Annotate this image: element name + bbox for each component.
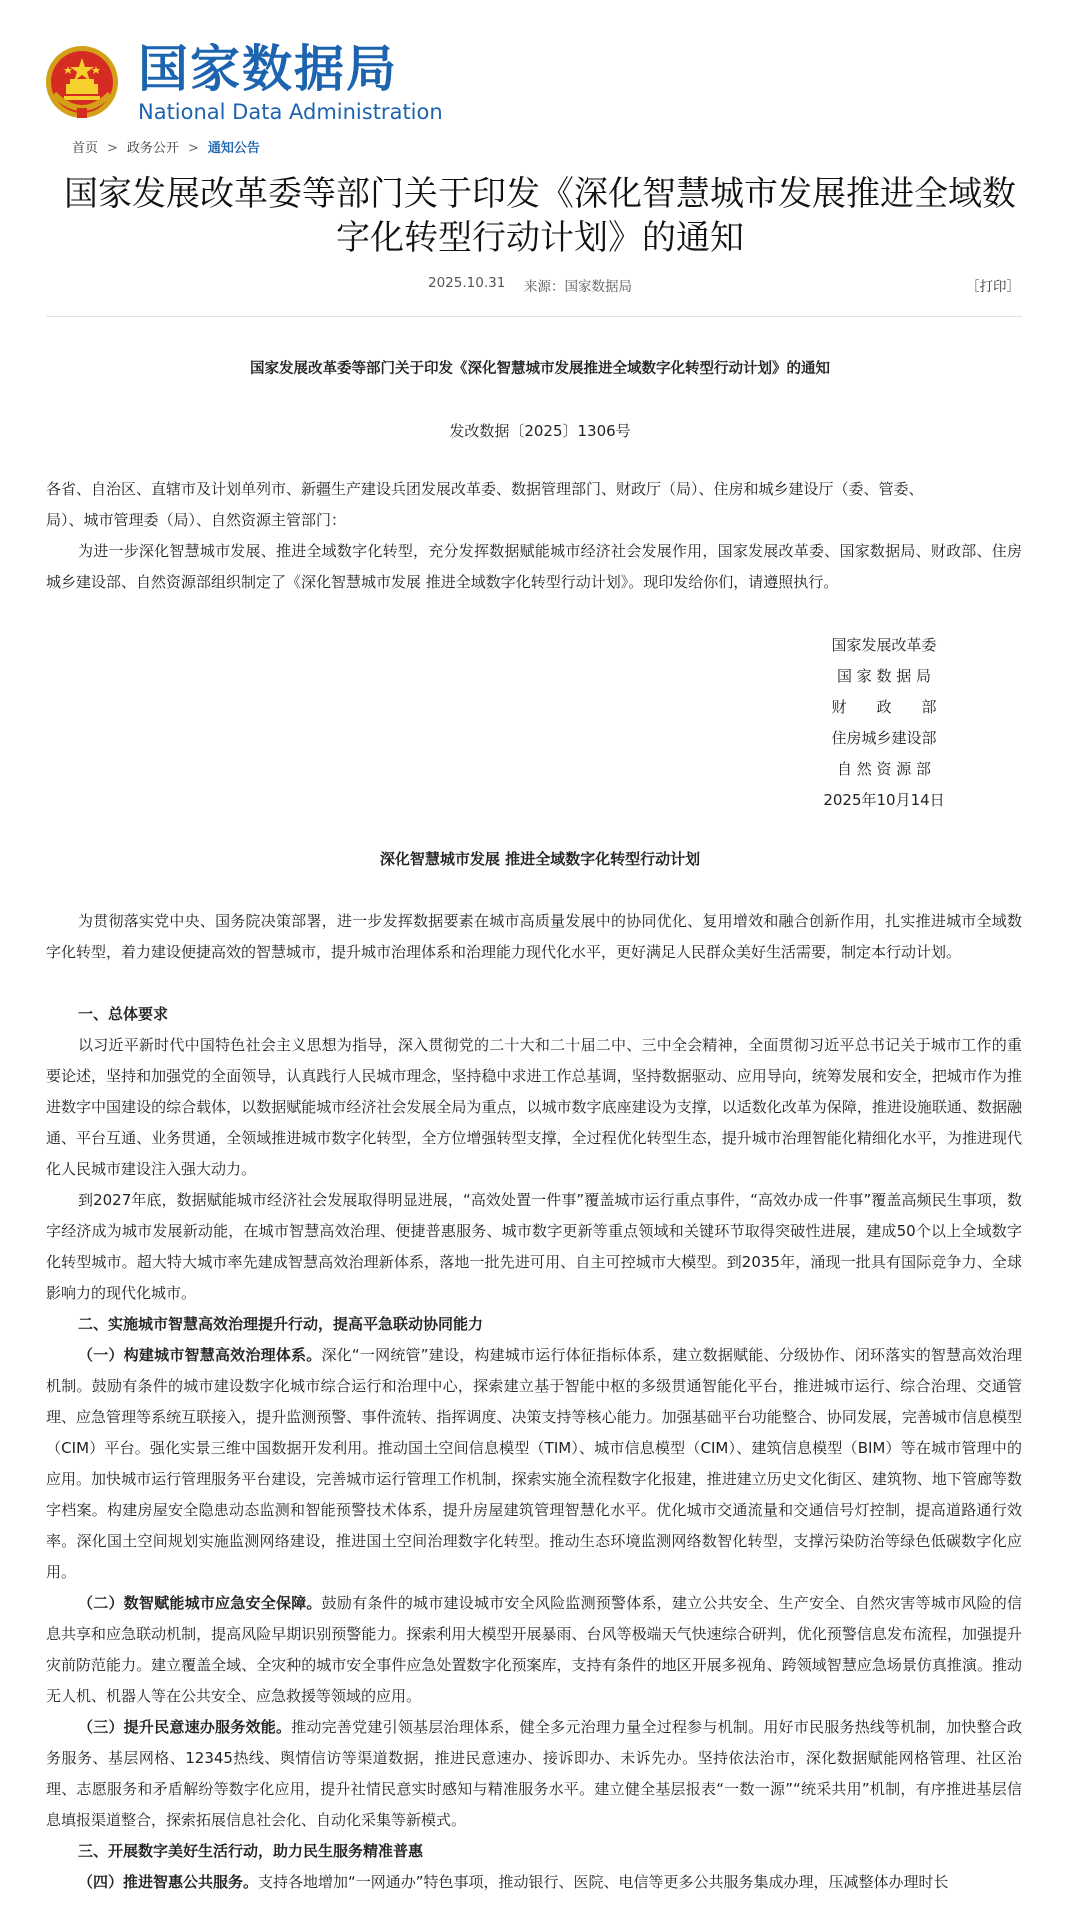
print-button[interactable]: ［打印］ (966, 279, 1020, 295)
section-heading: 一、总体要求 (78, 1005, 169, 1023)
signatory: 国 家 数 据 局 (836, 667, 932, 685)
breadcrumb (72, 137, 260, 156)
subsection-body: 鼓励有条件的城市建设城市安全风险监测预警体系，建立公共安全、生产安全、自然灾害等城市风险的信息共享和应急联动机制，提高风险早期识别预警能力。探索利用大模型开展暴雨、台风等极端天气快速综合研判，优化预警信息发布流程，加强提升灾前防范能力。建立覆盖全域、全灾种的城市安全事件应急处置数字化预案库，支持有条件的地区开展多视角、跨领域智慧应急场景仿真推演。推动无人机、机器人等在公共安全、应急救援等领域的应用。 (46, 1594, 1022, 1705)
subsection-lead: （一）构建城市智慧高效治理体系。 (78, 1346, 322, 1364)
signatory: 住房城乡建设部 (831, 729, 937, 747)
breadcrumb-gov-affairs[interactable]: 政务公开 (126, 141, 179, 156)
breadcrumb-separator: > (187, 141, 199, 156)
sign-date: 2025年10月14日 (823, 791, 945, 809)
subsection-lead: （二）数智赋能城市应急安全保障。 (78, 1594, 322, 1612)
page-title-line-2: 字化转型行动计划》的通知 (336, 218, 744, 258)
page-title (40, 172, 1040, 260)
subsection-lead: （四）推进智惠公共服务。 (78, 1873, 259, 1891)
site-name-en: National Data Administration (138, 100, 443, 124)
site-name-cn: 国家数据局 (138, 40, 398, 98)
publish-date: 2025.10.31 (428, 275, 506, 291)
plan-title: 深化智慧城市发展 推进全域数字化转型行动计划 (379, 850, 701, 868)
section-heading: 二、实施城市智慧高效治理提升行动，提高平急联动协同能力 (78, 1315, 484, 1333)
signatory: 自 然 资 源 部 (836, 760, 932, 778)
subsection-body: 支持各地增加“一网通办”特色事项，推动银行、医院、电信等更多公共服务集成办理，压减整体办理时长 (258, 1873, 949, 1891)
site-name (138, 40, 443, 124)
section-heading: 三、开展数字美好生活行动，助力民生服务精准普惠 (78, 1842, 424, 1860)
section-paragraph (46, 1712, 1022, 1836)
recipients-line-2: 局）、城市管理委（局）、自然资源主管部门： (46, 511, 347, 529)
signatory: 国家发展改革委 (831, 636, 937, 654)
site-logo[interactable] (44, 40, 443, 124)
subsection-lead: （三）提升民意速办服务效能。 (78, 1718, 292, 1736)
section-paragraph: 以习近平新时代中国特色社会主义思想为指导，深入贯彻党的二十大和二十届二中、三中全会精神，全面贯彻习近平总书记关于城市工作的重要论述，坚持和加强党的全面领导，认真践行人民城市理念，坚持稳中求进工作总基调，坚持数据驱动、应用导向，统筹发展和安全，把城市作为推进数字中国建设的综合载体，以数据赋能城市经济社会发展全局为重点，以城市数字底座建设为支撑，以适数化改革为保障，推进设施联通、数据融通、平台互通、业务贯通，全领域推进城市数字化转型，全方位增强转型支撑，全过程优化转型生态，提升城市治理智能化精细化水平，为推进现代化人民城市建设注入强大动力。 (46, 1036, 1022, 1178)
national-emblem-icon (44, 44, 120, 120)
recipients-line-1: 各省、自治区、直辖市及计划单列市、新疆生产建设兵团发展改革委、数据管理部门、财政厅（局）、住房和城乡建设厅（委、管委、 (46, 480, 924, 498)
notice-recipients (46, 474, 1022, 536)
signatories (800, 630, 968, 816)
section-paragraph (46, 1588, 1022, 1712)
divider (46, 316, 1022, 317)
section-paragraph (46, 1340, 1022, 1588)
notice-heading: 国家发展改革委等部门关于印发《深化智慧城市发展推进全域数字化转型行动计划》的通知 (250, 361, 830, 377)
article-source: 来源：国家数据局 (524, 279, 632, 295)
subsection-body: 推动完善党建引领基层治理体系，健全多元治理力量全过程参与机制。用好市民服务热线等机制，加快整合政务服务、基层网格、12345热线、舆情信访等渠道数据，推进民意速办、接诉即办、未诉先办。坚持依法治市，深化数据赋能网格管理、社区治理、志愿服务和矛盾解纷等数字化应用，提升社情民意实时感知与精准服务水平。建立健全基层报表“一数一源”“统采共用”机制，有序推进基层信息填报渠道整合，探索拓展信息社会化、自动化采集等新模式。 (46, 1718, 1022, 1829)
subsection-body: 深化“一网统管”建设，构建城市运行体征指标体系，建立数据赋能、分级协作、闭环落实的智慧高效治理机制。鼓励有条件的城市建设数字化城市综合运行和治理中心，探索建立基于智能中枢的多级贯通智能化平台，推进城市运行、综合治理、交通管理、应急管理等系统互联接入，提升监测预警、事件流转、指挥调度、决策支持等核心能力。加强基础平台功能整合、协同发展，完善城市信息模型（CIM）平台。强化实景三维中国数据开发利用。推动国土空间信息模型（TIM）、城市信息模型（CIM）、建筑信息模型（BIM）等在城市管理中的应用。加快城市运行管理服务平台建设，完善城市运行管理工作机制，探索实施全流程数字化报建，推进建立历史文化街区、建筑物、地下管廊等数字档案。构建房屋安全隐患动态监测和智能预警技术体系，提升房屋建筑管理智慧化水平。优化城市交通流量和交通信号灯控制，提高道路通行效率。深化国土空间规划实施监测网络建设，推进国土空间治理数字化转型。推动生态环境监测网络数智化转型，支撑污染防治等绿色低碳数字化应用。 (46, 1346, 1023, 1581)
notice-body: 为进一步深化智慧城市发展、推进全域数字化转型，充分发挥数据赋能城市经济社会发展作用，国家发展改革委、国家数据局、财政部、住房城乡建设部、自然资源部组织制定了《深化智慧城市发展 推进全域数字化转型行动计划》。现印发给你们，请遵照执行。 (46, 542, 1022, 591)
breadcrumb-home[interactable]: 首页 (72, 141, 99, 156)
plan-intro: 为贯彻落实党中央、国务院决策部署，进一步发挥数据要素在城市高质量发展中的协同优化、复用增效和融合创新作用，扎实推进城市全域数字化转型，着力建设便捷高效的智慧城市，提升城市治理体系和治理能力现代化水平，更好满足人民群众美好生活需要，制定本行动计划。 (46, 912, 1022, 961)
breadcrumb-current[interactable]: 通知公告 (207, 141, 260, 156)
signatory: 财 政 部 (831, 698, 937, 716)
document-number: 发改数据〔2025〕1306号 (449, 422, 631, 440)
breadcrumb-separator: > (107, 141, 118, 156)
section-paragraph (46, 1867, 1022, 1898)
section-paragraph: 到2027年底，数据赋能城市经济社会发展取得明显进展，“高效处置一件事”覆盖城市运行重点事件，“高效办成一件事”覆盖高频民生事项，数字经济成为城市发展新动能，在城市智慧高效治理、便捷普惠服务、城市数字更新等重点领域和关键环节取得突破性进展，建成50个以上全域数字化转型城市。超大特大城市率先建成智慧高效治理新体系，落地一批先进可用、自主可控城市大模型。到2035年，涌现一批具有国际竞争力、全球影响力的现代化城市。 (46, 1191, 1022, 1302)
page-title-line-1: 国家发展改革委等部门关于印发《深化智慧城市发展推进全域数 (64, 174, 1016, 214)
